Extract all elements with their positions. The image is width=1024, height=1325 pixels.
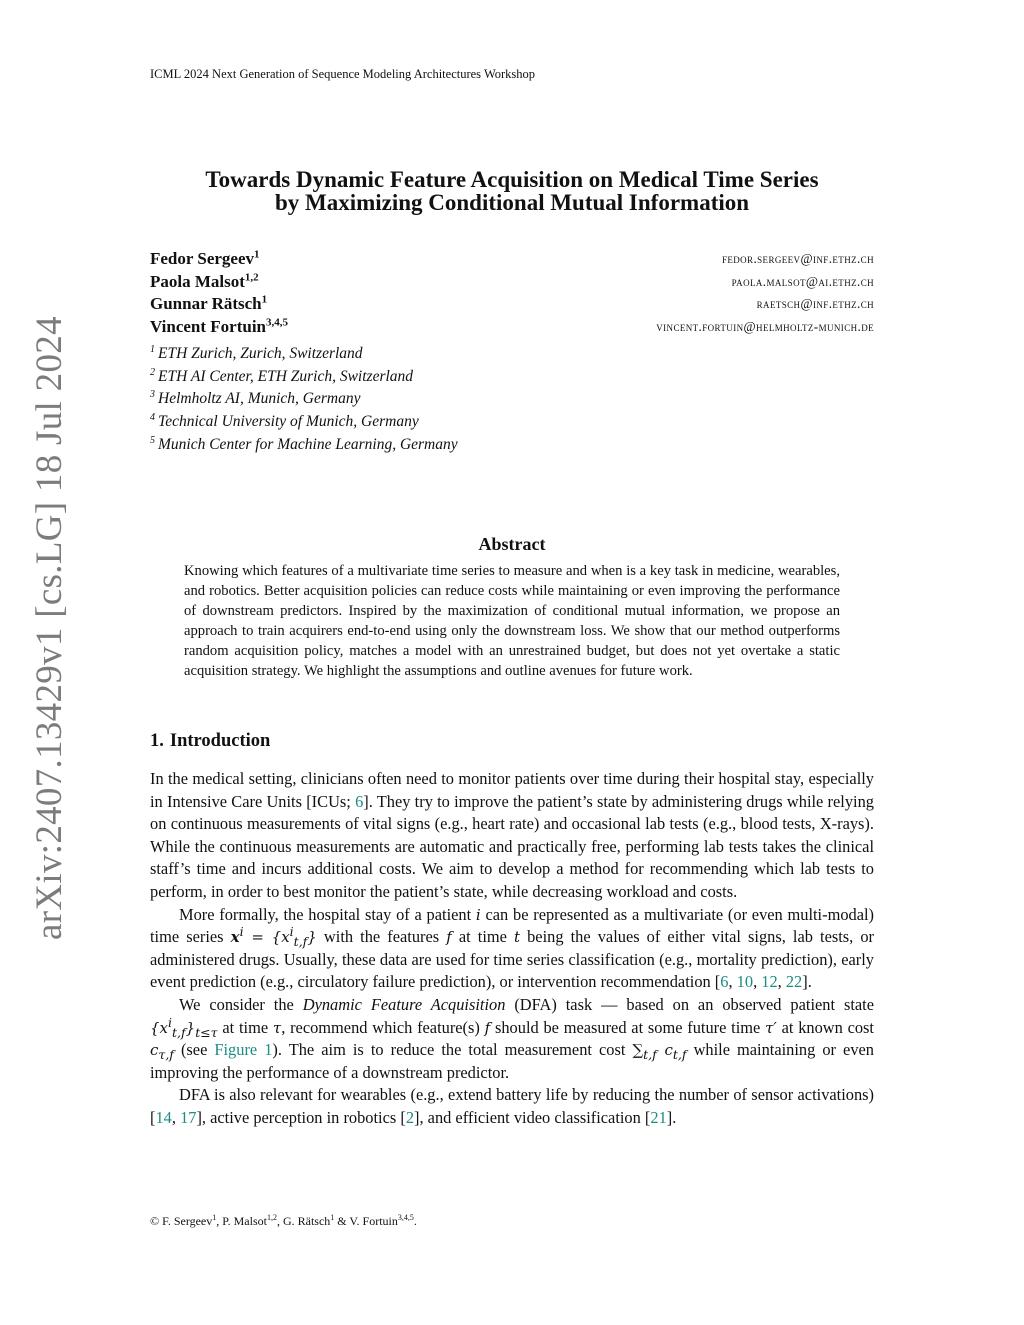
- author-email[interactable]: vincent.fortuin@helmholtz-munich.de: [656, 318, 874, 334]
- math-inline: $\sum_{t,f}$ $c_{t,f}$: [632, 1041, 687, 1063]
- author-name: Paola Malsot$^{1,2}$: [150, 270, 259, 291]
- author-name: Vincent Fortuin$^{3,4,5}$: [150, 315, 289, 336]
- affiliation: $^4$ Technical University of Munich, Germany: [150, 411, 419, 431]
- arxiv-stamp: arXiv:2407.13429v1 [cs.LG] 18 Jul 2024: [29, 316, 70, 940]
- citation-link[interactable]: 14: [155, 1107, 172, 1127]
- figure-link[interactable]: Figure 1: [214, 1040, 273, 1060]
- paragraph: In the medical setting, clinicians often need to monitor patients over time during their hospital stay, especially in Intensive Care Units [ICUs; 6]. They try to improve the patient’s state by administering drugs while relying on continuous measurements of vital signs (e.g., heart rate) and occasional lab tests (e.g., blood tests, X-rays). While the continuous measurements are automatic and practically free, performing lab tests takes the clinical staff’s time and incurs additional costs. We aim to develop a method for recommending which lab tests to perform, in order to best monitor the patient’s state, while decreasing workload and costs.: [150, 769, 874, 901]
- author-row: [150, 249, 874, 272]
- author-email[interactable]: raetsch@inf.ethz.ch: [756, 296, 874, 311]
- math-inline: t: [514, 928, 521, 947]
- paragraph: More formally, the hospital stay of a patient i can be represented as a multivariate (or even multi-modal) time series $x^i = \{x^i_{t,f}\}$ with the features f at time t being the values of either vital signs, lab tests, or administered drugs. Usually, these data are used for time series classification (e.g., mortality prediction), early event prediction (e.g., circulatory failure prediction), or intervention recommendation [6, 10, 12, 22].: [150, 904, 874, 992]
- author-row: [150, 294, 874, 317]
- affiliation: $^3$ Helmholtz AI, Munich, Germany: [150, 389, 361, 408]
- citation-link[interactable]: 12: [761, 972, 778, 992]
- math-inline: $c_{\tau,f}$: [150, 1041, 174, 1063]
- affiliation: $^5$ Munich Center for Machine Learning, Germany: [150, 434, 458, 453]
- affiliation-list: [150, 345, 458, 458]
- author-email[interactable]: fedor.sergeev@inf.ethz.ch: [721, 251, 874, 266]
- math-inline: τ: [272, 1018, 282, 1037]
- math-inline: $x^i = \{x^i_{t,f}\}$: [230, 924, 317, 950]
- paragraph: We consider the Dynamic Feature Acquisition (DFA) task — based on an observed patient state $\{x^i_{t,f}\}_{t\le\tau}$ at time τ, recommend which feature(s) f should be measured at some future time τ′ at known cost $c_{\tau,f}$ (see Figure 1). The aim is to reduce the total measurement cost $\sum_{t,f}$ $c_{t,f}$ while maintaining or even improving the performance of a downstream predictor.: [150, 994, 874, 1082]
- citation-link[interactable]: 17: [180, 1107, 197, 1127]
- citation-link[interactable]: 2: [405, 1107, 415, 1127]
- title-line-1: Towards Dynamic Feature Acquisition on Medical Time Series: [205, 167, 819, 192]
- citation-link[interactable]: 6: [355, 791, 364, 811]
- citation-link[interactable]: 22: [785, 972, 803, 992]
- author-row: [150, 272, 874, 295]
- venue-header: ICML 2024 Next Generation of Sequence Modeling Architectures Workshop: [150, 67, 536, 81]
- math-inline: i: [475, 905, 481, 924]
- math-inline: f: [484, 1018, 491, 1037]
- author-list: [150, 249, 874, 339]
- math-inline: τ′: [765, 1018, 777, 1037]
- math-inline: f: [446, 928, 452, 947]
- author-row: [150, 317, 874, 340]
- section-heading: [150, 731, 270, 752]
- abstract-text: Knowing which features of a multivariate time series to measure and when is a key task in medicine, wearables, and robotics. Better acquisition policies can reduce costs while maintaining or even improving the performance of downstream predictors. Inspired by the maximization of conditional mutual information, we propose an approach to train acquirers end-to-end using only the downstream loss. We show that our method outperforms random acquisition policy, matches a model with an unrestrained budget, but does not yet overtake a static acquisition strategy. We highlight the assumptions and outline avenues for future work.: [184, 563, 840, 679]
- citation-link[interactable]: 10: [736, 972, 754, 992]
- section-number: 1.: [150, 731, 164, 751]
- author-email[interactable]: paola.malsot@ai.ethz.ch: [731, 273, 874, 289]
- affiliation: $^1$ ETH Zurich, Zurich, Switzerland: [150, 343, 363, 362]
- paragraph: DFA is also relevant for wearables (e.g., extend battery life by reducing the number of sensor activations) [14, 17], active perception in robotics [2], and efficient video classification [21].: [150, 1085, 874, 1127]
- math-inline: $\{x^i_{t,f}\}_{t\le\tau}$: [150, 1014, 218, 1040]
- body-text: [150, 768, 874, 1130]
- citation-link[interactable]: 6: [720, 972, 729, 992]
- section-title: Introduction: [169, 731, 271, 751]
- copyright-footer: © F. Sergeev$^1$, P. Malsot$^{1,2}$, G. Rätsch$^1$ & V. Fortuin$^{3,4,5}$.: [150, 1213, 417, 1228]
- paper-title: [150, 168, 874, 214]
- author-name: Gunnar Rätsch$^1$: [150, 293, 268, 313]
- author-name: Fedor Sergeev$^1$: [150, 248, 260, 268]
- affiliation: $^2$ ETH AI Center, ETH Zurich, Switzerland: [150, 366, 414, 385]
- title-line-2: by Maximizing Conditional Mutual Information: [274, 190, 750, 215]
- citation-link[interactable]: 21: [650, 1107, 667, 1127]
- abstract-heading: Abstract: [478, 534, 546, 554]
